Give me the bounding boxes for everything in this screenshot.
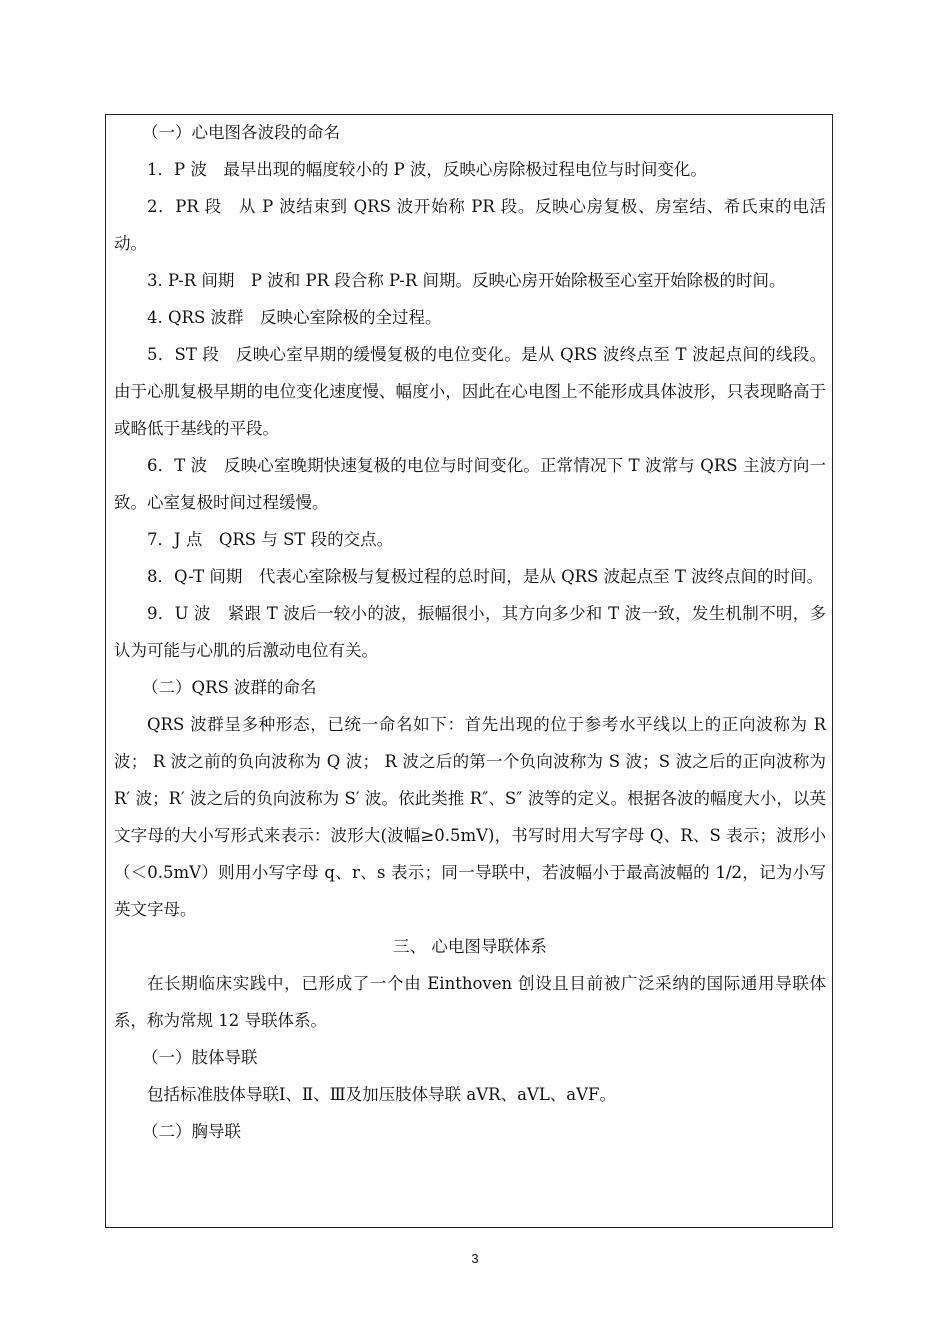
heading-chest-leads: （二）胸导联 xyxy=(142,1122,242,1141)
paragraph-pr-segment: 2．PR 段 从 P 波结束到 QRS 波开始称 PR 段。反映心房复极、房室结、希氏束的电活动。 xyxy=(114,197,826,253)
paragraph-lead-system-intro: 在长期临床实践中，已形成了一个由 Einthoven 创设且目前被广泛采纳的国际通用导联体系，称为常规 12 导联体系。 xyxy=(114,974,826,1030)
paragraph-limb-leads: 包括标准肢体导联Ⅰ、Ⅱ、Ⅲ及加压肢体导联 aVR、aVL、aVF。 xyxy=(147,1085,616,1104)
paragraph-p-wave: 1．P 波 最早出现的幅度较小的 P 波，反映心房除极过程电位与时间变化。 xyxy=(147,160,707,179)
document-body xyxy=(114,114,826,1150)
paragraph-t-wave: 6．T 波 反映心室晚期快速复极的电位与时间变化。正常情况下 T 波常与 QRS 主波方向一致。心室复极时间过程缓慢。 xyxy=(114,456,826,512)
paragraph-qt-interval: 8．Q-T 间期 代表心室除极与复极过程的总时间，是从 QRS 波起点至 T 波终点间的时间。 xyxy=(147,567,824,586)
page-number: 3 xyxy=(471,1251,479,1266)
heading-limb-leads: （一）肢体导联 xyxy=(142,1048,258,1067)
paragraph-pr-interval: 3. P-R 间期 P 波和 PR 段合称 P-R 间期。反映心房开始除极至心室开始除极的时间。 xyxy=(147,271,786,290)
paragraph-qrs-naming-rules: QRS 波群呈多种形态，已统一命名如下：首先出现的位于参考水平线以上的正向波称为 R 波； R 波之前的负向波称为 Q 波； R 波之后的第一个负向波称为 S 波；S 波之后的正向波称为 R′ 波；R′ 波之后的负向波称为 S′ 波。依此类推 R″、S″ 波等的定义。根据各波的幅度大小，以英文字母的大小写形式来表示：波形大(波幅≥0.5mV)，书写时用大写字母 Q、R、S 表示；波形小（＜0.5mV）则用小写字母 q、r、s 表示；同一导联中，若波幅小于最高波幅的 1/2，记为小写英文字母。 xyxy=(114,715,826,919)
paragraph-qrs-complex: 4. QRS 波群 反映心室除极的全过程。 xyxy=(147,308,442,327)
heading-qrs-naming: （二）QRS 波群的命名 xyxy=(142,678,317,697)
section-title-lead-system: 三、 心电图导联体系 xyxy=(393,937,547,956)
heading-naming-of-waves: （一）心电图各波段的命名 xyxy=(142,123,341,142)
paragraph-j-point: 7．J 点 QRS 与 ST 段的交点。 xyxy=(147,530,394,549)
paragraph-u-wave: 9．U 波 紧跟 T 波后一较小的波，振幅很小，其方向多少和 T 波一致，发生机制不明，多认为可能与心肌的后激动电位有关。 xyxy=(114,604,826,660)
paragraph-st-segment: 5．ST 段 反映心室早期的缓慢复极的电位变化。是从 QRS 波终点至 T 波起点间的线段。由于心肌复极早期的电位变化速度慢、幅度小，因此在心电图上不能形成具体波形，只表现略高于或略低于基线的平段。 xyxy=(114,345,826,438)
